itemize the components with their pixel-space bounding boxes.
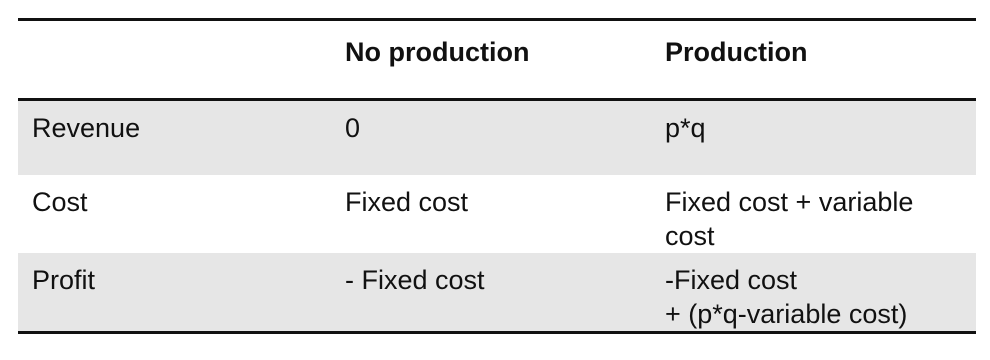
cell-no-production: - Fixed cost — [345, 264, 485, 295]
cell-no-production: Fixed cost — [345, 186, 469, 217]
header-production: Production — [665, 37, 808, 67]
cell-line: p*q — [665, 113, 706, 143]
header-row — [18, 20, 976, 100]
table-row-profit — [18, 253, 976, 333]
row-label: Cost — [32, 186, 88, 217]
profit-comparison-table — [18, 18, 976, 334]
row-label: Profit — [32, 264, 96, 295]
cell-production — [651, 253, 976, 333]
cell-line: + (p*q-variable cost) — [665, 298, 908, 329]
table-row-revenue — [18, 100, 976, 175]
cell-production — [651, 175, 976, 253]
cell-production — [651, 100, 976, 175]
header-no-production: No production — [345, 37, 530, 67]
cell-no-production: 0 — [345, 113, 361, 143]
comparison-table-container — [18, 18, 976, 334]
header-empty — [18, 20, 331, 100]
cell-line: cost — [665, 220, 715, 251]
table-row-cost — [18, 175, 976, 253]
cell-line: Fixed cost + variable — [665, 186, 914, 217]
cell-line: -Fixed cost — [665, 264, 798, 295]
row-label: Revenue — [32, 113, 141, 143]
